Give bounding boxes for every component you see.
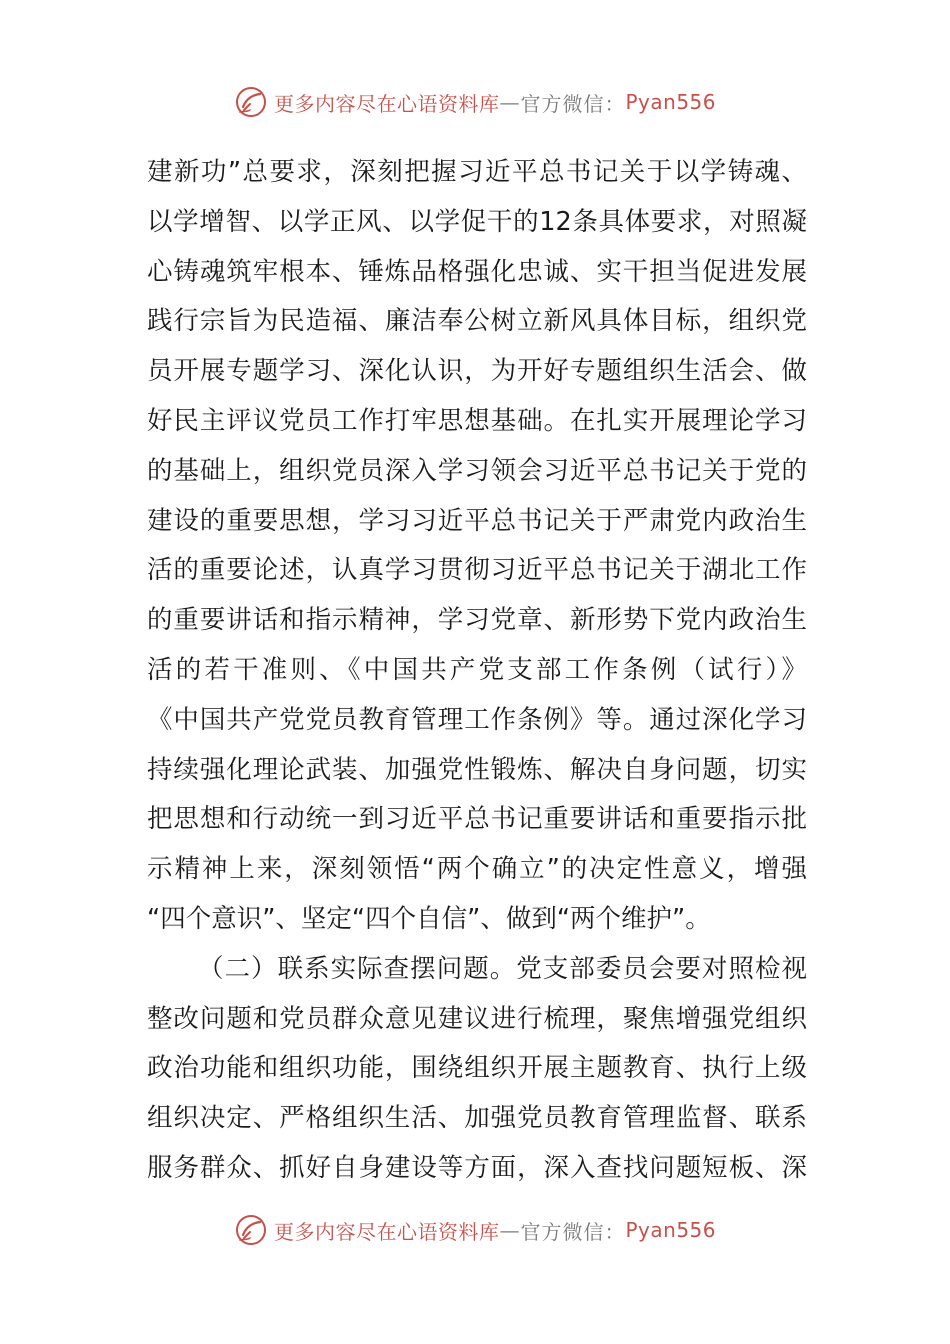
text-line-8: 建设的重要思想，学习习近平总书记关于严肃党内政治生 [147,505,807,536]
text-line-5: 员开展专题学习、深化认识，为开好专题组织生活会、做 [147,356,807,387]
text-line-1: 建新功”总要求，深刻把握习近平总书记关于以学铸魂、 [147,157,807,187]
text-line-9: 活的重要论述，认真学习贯彻习近平总书记关于湖北工作 [147,555,807,586]
text-line-17: （二）联系实际查摆问题。党支部委员会要对照检视 [198,953,807,984]
pen-signature-icon [234,1213,268,1247]
text-line-13: 持续强化理论武装、加强党性锻炼、解决自身问题，切实 [147,754,807,785]
pen-signature-icon [234,85,268,119]
document-body [147,148,807,1194]
banner-official-text: 官方微信： [520,91,626,116]
text-line-6: 好民主评议党员工作打牢思想基础。在扎实开展理论学习 [147,405,807,436]
banner-site-text: 更多内容尽在心语资料库 [273,91,500,116]
text-line-7: 的基础上，组织党员深入学习领会习近平总书记关于党的 [147,455,807,486]
text-line-10: 的重要讲话和指示精神，学习党章、新形势下党内政治生 [147,605,807,636]
footer-watermark-banner [0,1210,950,1250]
text-line-4: 践行宗旨为民造福、廉洁奉公树立新风具体目标，组织党 [147,306,807,337]
text-line-16: “四个意识”、坚定“四个自信”、做到“两个维护”。 [147,903,711,934]
header-watermark-banner [0,82,950,122]
banner-dash: — [499,1218,521,1242]
text-line-14: 把思想和行动统一到习近平总书记重要讲话和重要指示批 [147,804,807,835]
text-line-21: 服务群众、抓好自身建设等方面，深入查找问题短板、深 [147,1152,807,1183]
text-line-2: 以学增智、以学正风、以学促干的12条具体要求，对照凝 [147,206,807,237]
text-line-20: 组织决定、严格组织生活、加强党员教育管理监督、联系 [147,1103,807,1134]
banner-official-text: 官方微信： [520,1219,626,1244]
text-line-11: 活的若干准则、《中国共产党支部工作条例（试行）》 [147,654,807,685]
text-line-18: 整改问题和党员群众意见建议进行梳理，聚焦增强党组织 [147,1003,807,1034]
text-line-19: 政治功能和组织功能，围绕组织开展主题教育、执行上级 [147,1053,807,1084]
banner-wechat-id: Pyan556 [625,90,716,114]
text-line-12: 《中国共产党党员教育管理工作条例》等。通过深化学习 [147,704,807,735]
text-line-3: 心铸魂筑牢根本、锤炼品格强化忠诚、实干担当促进发展 [147,256,807,287]
banner-site-text: 更多内容尽在心语资料库 [273,1219,500,1244]
banner-dash: — [499,90,521,114]
banner-wechat-id: Pyan556 [625,1218,716,1242]
text-line-15: 示精神上来，深刻领悟“两个确立”的决定性意义，增强 [147,854,807,885]
